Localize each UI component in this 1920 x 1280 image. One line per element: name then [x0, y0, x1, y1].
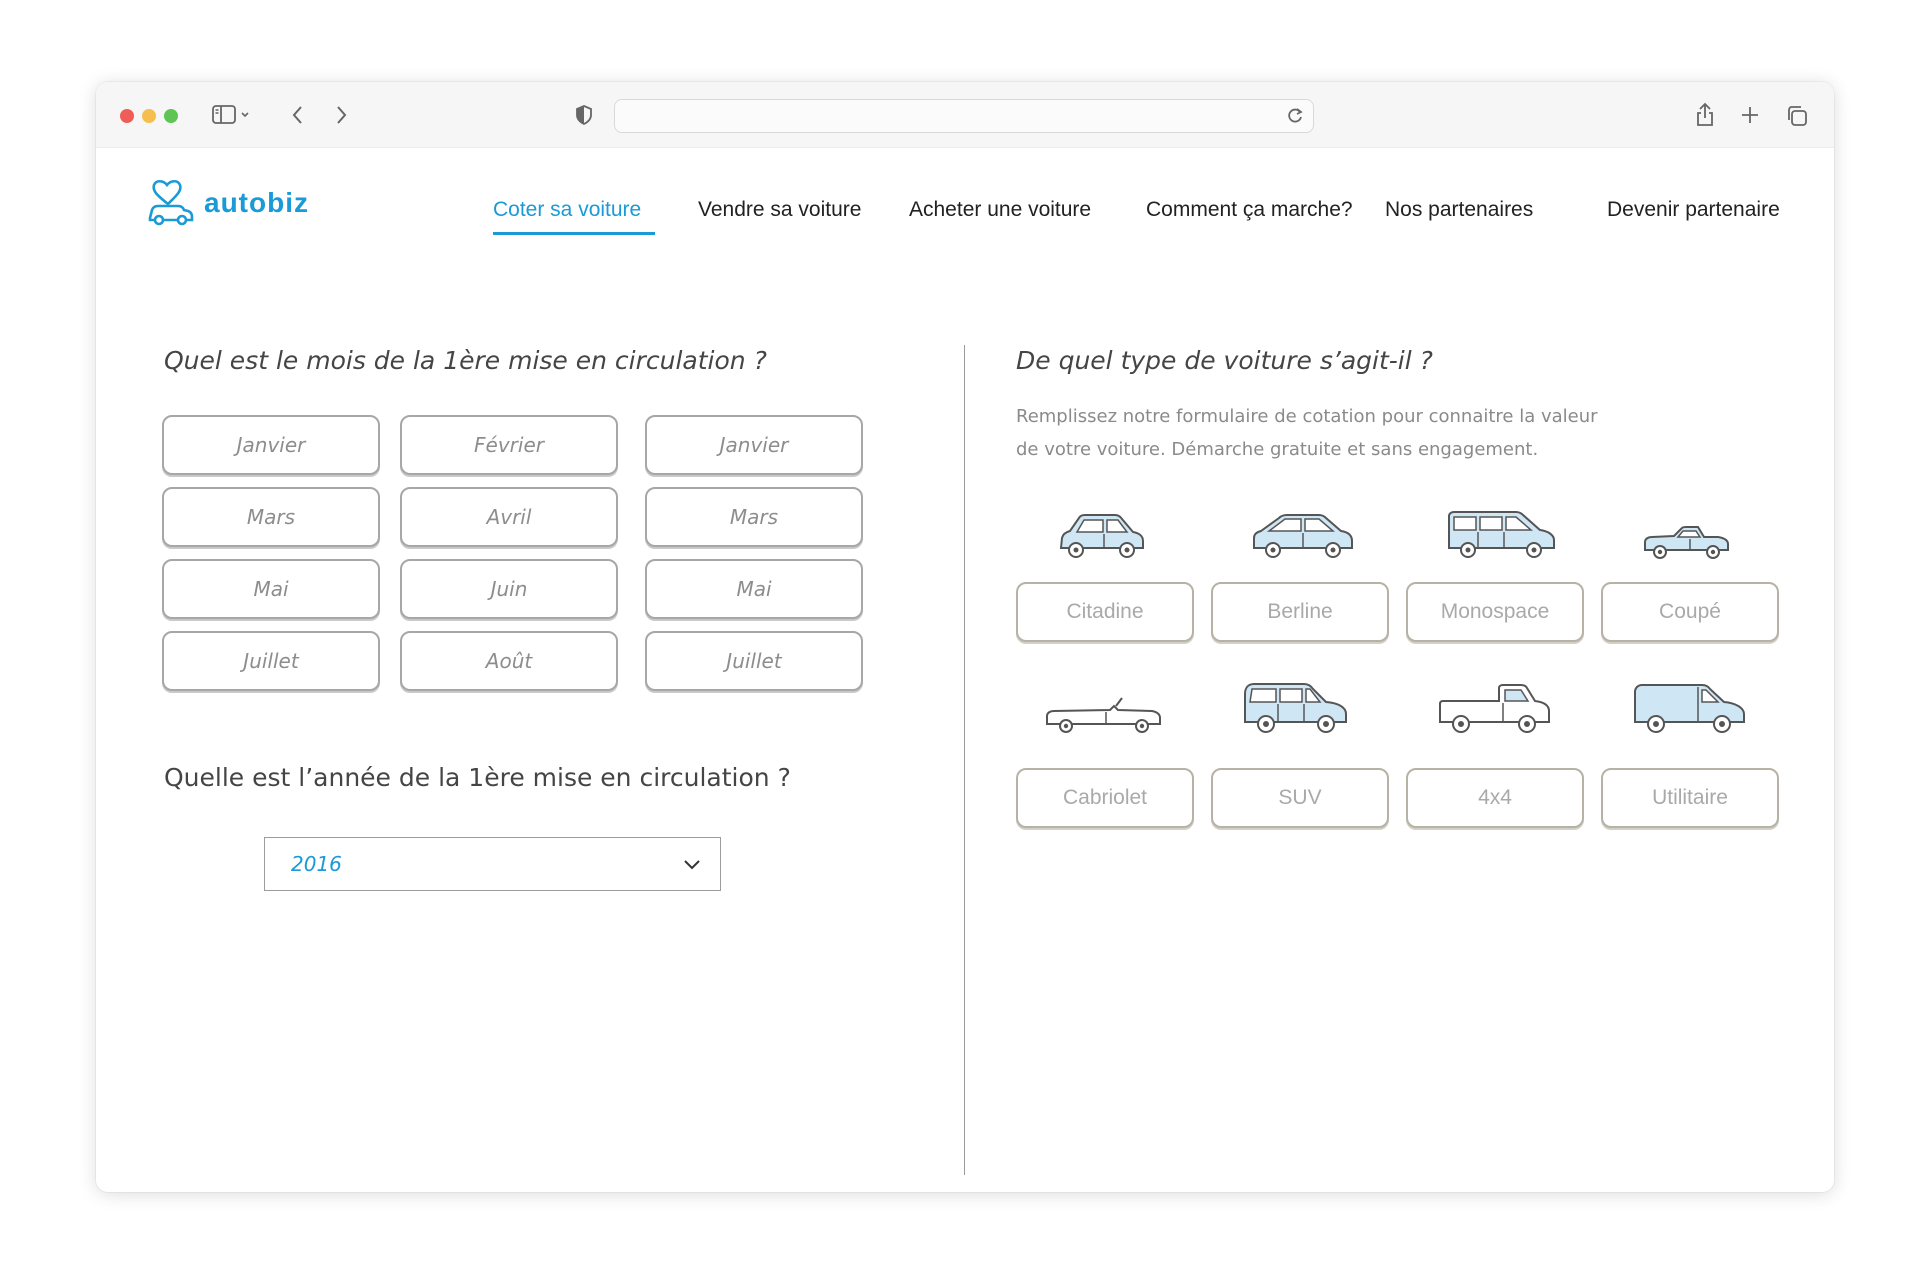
nav-devenir-partenaire[interactable]: Devenir partenaire	[1607, 198, 1780, 221]
share-icon[interactable]	[1694, 102, 1716, 128]
car-type-button[interactable]: 4x4	[1406, 768, 1584, 828]
sidebar-toggle-icon[interactable]	[212, 104, 252, 126]
month-button[interactable]: Mai	[645, 559, 863, 619]
brand-name: autobiz	[204, 187, 309, 218]
nav-acheter-une-voiture[interactable]: Acheter une voiture	[909, 198, 1092, 221]
year-select[interactable]	[264, 837, 721, 891]
car-type-button[interactable]: Berline	[1211, 582, 1389, 642]
browser-window	[96, 82, 1834, 1192]
reload-icon[interactable]	[1285, 106, 1305, 131]
car-type-button[interactable]: Citadine	[1016, 582, 1194, 642]
year-selected-value: 2016	[291, 852, 342, 876]
nav-comment-ca-marche[interactable]: Comment ça marche?	[1146, 198, 1353, 221]
maximize-window-button[interactable]	[164, 109, 178, 123]
month-button[interactable]: Mars	[162, 487, 380, 547]
month-button[interactable]: Février	[400, 415, 618, 475]
new-tab-plus-icon[interactable]	[1739, 104, 1761, 126]
month-button[interactable]: Juin	[400, 559, 618, 619]
car-type-question-title: De quel type de voiture s’agit-il ?	[1016, 346, 1433, 375]
citadine-car-icon	[1057, 512, 1147, 567]
tab-overview-icon[interactable]	[1785, 104, 1809, 128]
car-type-button[interactable]: SUV	[1211, 768, 1389, 828]
year-question-title: Quelle est l’année de la 1ère mise en circulation ?	[164, 763, 791, 792]
month-button[interactable]: Mai	[162, 559, 380, 619]
suv-car-icon	[1242, 680, 1350, 741]
nav-coter-sa-voiture[interactable]: Coter sa voiture	[493, 198, 642, 221]
address-bar[interactable]	[614, 99, 1314, 133]
chevron-down-icon	[682, 855, 702, 880]
month-button[interactable]: Juillet	[162, 631, 380, 691]
browser-toolbar	[96, 82, 1834, 148]
nav-nos-partenaires[interactable]: Nos partenaires	[1385, 198, 1534, 221]
minimize-window-button[interactable]	[142, 109, 156, 123]
month-button[interactable]: Août	[400, 631, 618, 691]
month-question-title: Quel est le mois de la 1ère mise en circulation ?	[164, 346, 767, 375]
column-divider	[964, 345, 965, 1175]
monospace-car-icon	[1446, 510, 1558, 567]
month-button[interactable]: Janvier	[162, 415, 380, 475]
berline-car-icon	[1251, 512, 1355, 567]
close-window-button[interactable]	[120, 109, 134, 123]
van-car-icon	[1632, 682, 1748, 741]
month-button[interactable]: Juillet	[645, 631, 863, 691]
car-type-button[interactable]: Coupé	[1601, 582, 1779, 642]
main-navigation	[96, 198, 1834, 238]
car-type-button[interactable]: Monospace	[1406, 582, 1584, 642]
privacy-shield-icon[interactable]	[574, 104, 594, 126]
cabriolet-car-icon	[1044, 694, 1164, 741]
active-nav-underline	[493, 232, 655, 235]
car-type-description: Remplissez notre formulaire de cotation pour connaitre la valeur de votre voiture. Démarche gratuite et sans engagement.	[1016, 406, 1598, 460]
month-button[interactable]: Janvier	[645, 415, 863, 475]
month-button[interactable]: Mars	[645, 487, 863, 547]
car-type-button[interactable]: Utilitaire	[1601, 768, 1779, 828]
back-arrow-icon[interactable]	[290, 104, 306, 126]
nav-vendre-sa-voiture[interactable]: Vendre sa voiture	[698, 198, 862, 221]
forward-arrow-icon[interactable]	[333, 104, 349, 126]
coupe-car-icon	[1642, 522, 1732, 567]
month-button[interactable]: Avril	[400, 487, 618, 547]
pickup-car-icon	[1437, 682, 1553, 741]
car-type-button[interactable]: Cabriolet	[1016, 768, 1194, 828]
